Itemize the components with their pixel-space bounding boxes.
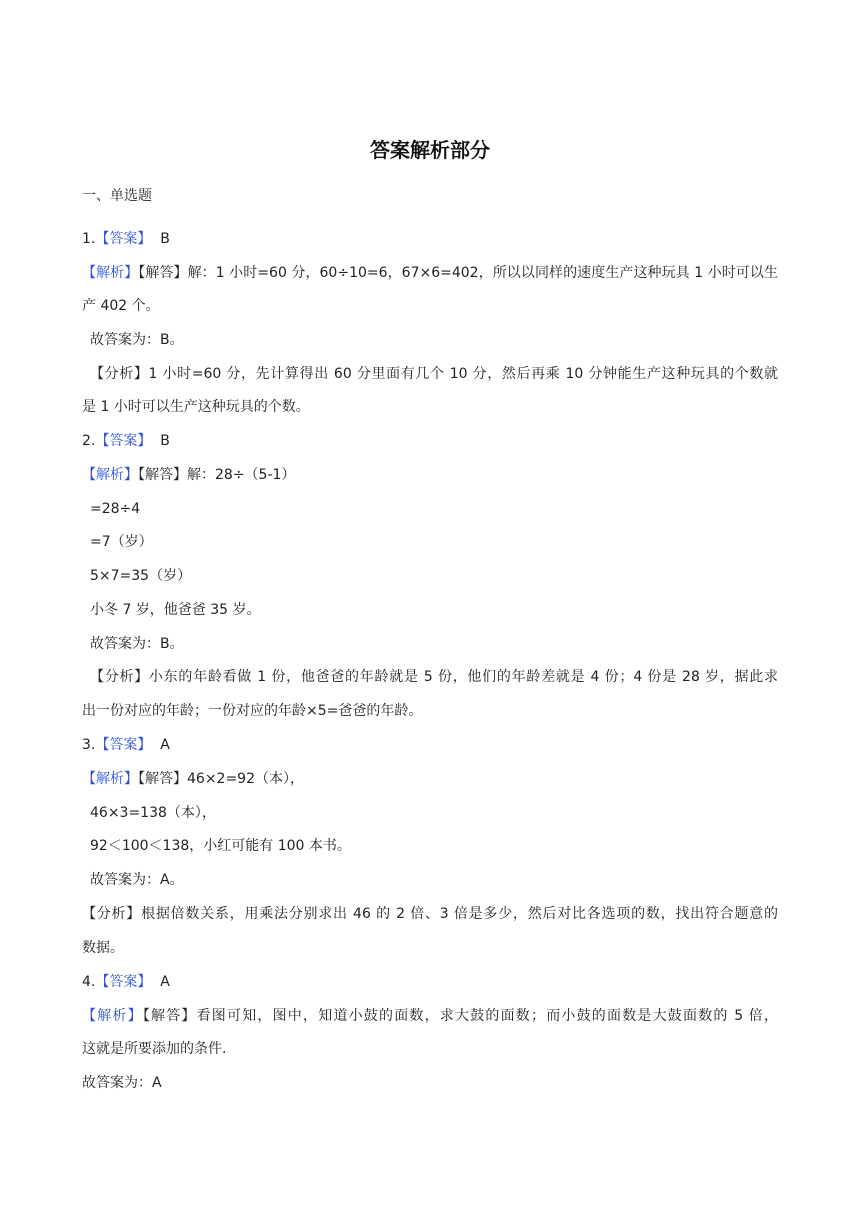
q2-answer-tag: 【答案】	[95, 433, 152, 449]
q1-explanation: 【分析】1 小时=60 分，先计算得出 60 分里面有几个 10 分，然后再乘 10 分钟能生产这种玩具的个数就	[90, 366, 778, 382]
q2-number: 2.	[82, 433, 96, 449]
q3-conclusion: 故答案为：A。	[90, 872, 184, 888]
q2-answer-line	[82, 431, 170, 451]
q1-answer-line	[82, 229, 170, 249]
q1-solution-text: 【解答】解：1 小时=60 分，60÷10=6，67×6=402，所以以同样的速度生产这种玩具 1 小时可以生	[138, 265, 779, 281]
q4-solution-text: 【解答】看图可知，图中，知道小鼓的面数，求大鼓的面数；而小鼓的面数是大鼓面数的 5 倍，	[142, 1008, 779, 1024]
q2-step-2: =7（岁）	[90, 534, 153, 550]
q2-result: 小冬 7 岁，他爸爸 35 岁。	[90, 602, 261, 618]
q1-solution-cont: 产 402 个。	[82, 298, 160, 314]
q4-answer: A	[160, 974, 170, 990]
q3-step-2: 92＜100＜138，小红可能有 100 本书。	[90, 838, 351, 854]
q2-answer: B	[160, 433, 170, 449]
q2-explanation: 【分析】小东的年龄看做 1 份，他爸爸的年龄就是 5 份，他们的年龄差就是 4 份；4 份是 28 岁，据此求	[90, 669, 778, 685]
q3-answer-line	[82, 735, 170, 755]
q4-solution-cont: 这就是所要添加的条件.	[82, 1041, 227, 1057]
q1-number: 1.	[82, 231, 96, 247]
q2-conclusion: 故答案为：B。	[90, 636, 184, 652]
q2-step-3: 5×7=35（岁）	[90, 568, 192, 584]
page-title: 答案解析部分	[370, 138, 490, 162]
q4-analysis-tag: 【解析】	[82, 1008, 143, 1024]
q2-analysis-tag: 【解析】	[82, 467, 138, 483]
q2-analysis-line	[82, 465, 295, 485]
q4-answer-tag: 【答案】	[95, 974, 152, 990]
q4-conclusion: 故答案为：A	[82, 1075, 162, 1091]
q3-step-1: 46×3=138（本），	[90, 805, 216, 821]
q1-conclusion: 故答案为：B。	[90, 332, 184, 348]
q1-analysis-line	[82, 263, 778, 283]
q2-step-1: =28÷4	[90, 501, 141, 517]
section-heading: 一、单选题	[82, 188, 152, 204]
q3-solution-text: 【解答】46×2=92（本），	[138, 771, 304, 787]
q1-analysis-tag: 【解析】	[82, 265, 139, 281]
q3-analysis-tag: 【解析】	[82, 771, 138, 787]
q2-solution-text: 【解答】解：28÷（5-1）	[138, 467, 296, 483]
q3-analysis-line	[82, 769, 304, 789]
q4-analysis-line	[82, 1006, 778, 1026]
q2-explanation-cont: 出一份对应的年龄；一份对应的年龄×5=爸爸的年龄。	[82, 703, 423, 719]
q4-number: 4.	[82, 974, 96, 990]
q1-explanation-cont: 是 1 小时可以生产这种玩具的个数。	[82, 399, 310, 415]
q3-answer-tag: 【答案】	[95, 737, 152, 753]
q1-answer: B	[160, 231, 170, 247]
q3-number: 3.	[82, 737, 96, 753]
q3-explanation: 【分析】根据倍数关系，用乘法分别求出 46 的 2 倍、3 倍是多少，然后对比各选项的数，找出符合题意的	[82, 906, 778, 922]
q1-answer-tag: 【答案】	[95, 231, 152, 247]
q3-answer: A	[160, 737, 170, 753]
q3-explanation-cont: 数据。	[82, 940, 124, 956]
q4-answer-line	[82, 972, 170, 992]
